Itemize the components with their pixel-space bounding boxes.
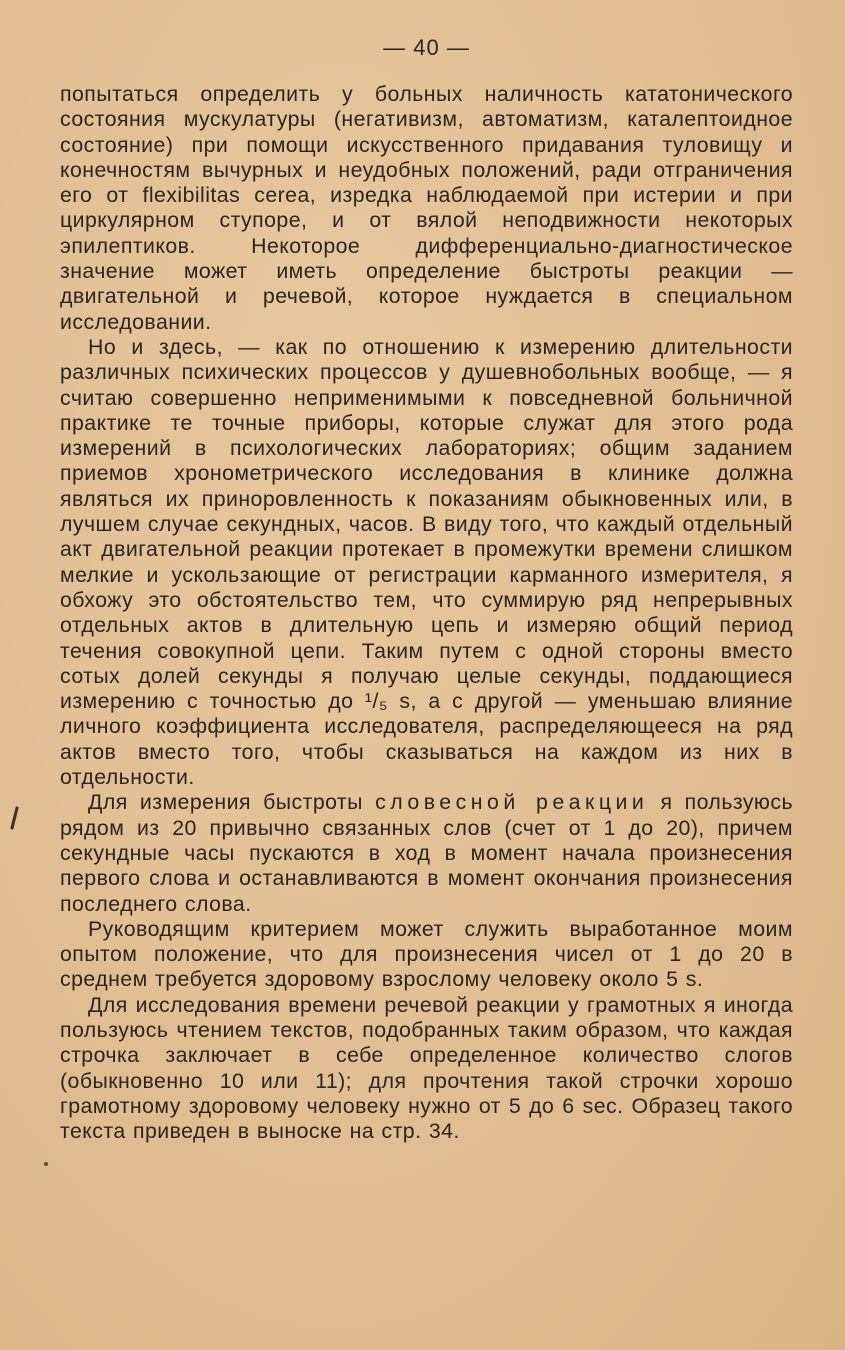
paragraph-2: Но и здесь, — как по отношению к измерению длительности различных психических процессов у душевнобольных вообще, — я считаю совершенно неприменимыми к повседневной больничной практике те точные приборы, которые служат для этого рода измерений в психологических лабораториях; общим заданием приемов хронометрического исследования в клинике должна являться их приноровленность к показаниям обыкновенных или, в лучшем случае секундных, часов. В виду того, что каждый отдельный акт двигательной реакции протекает в промежутки времени слишком мелкие и ускользающие от регистрации карманного измерителя, я обхожу это обстоятельство тем, что суммирую ряд непрерывных отдельных актов в длительную цепь и измеряю общий период течения совокупной цепи. Таким путем с одной стороны вместо сотых долей секунды я получаю целые секунды, поддающиеся измерению с точностью до ¹/₅ s, а с другой — уменьшаю влияние личного коэффициента исследователя, распределяющееся на ряд актов вместо того, чтобы сказываться на каждом из них в отдельности. — [60, 334, 793, 790]
page-number: — 40 — — [383, 35, 470, 60]
paragraph-3-start: Для измерения быстроты — [88, 790, 376, 815]
paragraph-3-end: я пользуюсь рядом из 20 привычно связанных слов (счет от 1 до 20), причем секундные часы пускаются в ход в момент начала произнесения первого слова и останавливаются в момент окончания произнесения последнего слова. — [60, 790, 793, 916]
paragraph-1: попытаться определить у больных наличность кататонического состояния мускулатуры (негативизм, автоматизм, каталептоидное состояние) при помощи искусственного придавания туловищу и конечностям вычурных и неудобных положений, ради отграничения его от flexibilitas cerea, изредка наблюдаемой при истерии и при циркулярном ступоре, и от вялой неподвижности некоторых эпилептиков. Некоторое дифференциально-диагностическое значение может иметь определение быстроты реакции — двигательной и речевой, которое нуждается в специальном исследовании. — [60, 82, 793, 334]
ink-dot — [44, 1162, 48, 1166]
page-text — [60, 82, 793, 1144]
book-page — [60, 28, 793, 1144]
paragraph-5: Для исследования времени речевой реакции у грамотных я иногда пользуюсь чтением текстов, подобранных таким образом, что каждая строчка заключает в себе определенное количество слогов (обыкновенно 10 или 11); для прочтения такой строчки хорошо грамотному здоровому человеку нужно от 5 до 6 sec. Образец такого текста приведен в выноске на стр. 34. — [60, 992, 793, 1144]
paragraph-3 — [60, 790, 793, 916]
paragraph-4: Руководящим критерием может служить выработанное моим опытом положение, что для произнесения чисел от 1 до 20 в среднем требуется здоровому взрослому человеку около 5 s. — [60, 916, 793, 992]
pencil-mark-icon — [8, 806, 20, 832]
spaced-emphasis: словесной реакции — [375, 790, 649, 815]
